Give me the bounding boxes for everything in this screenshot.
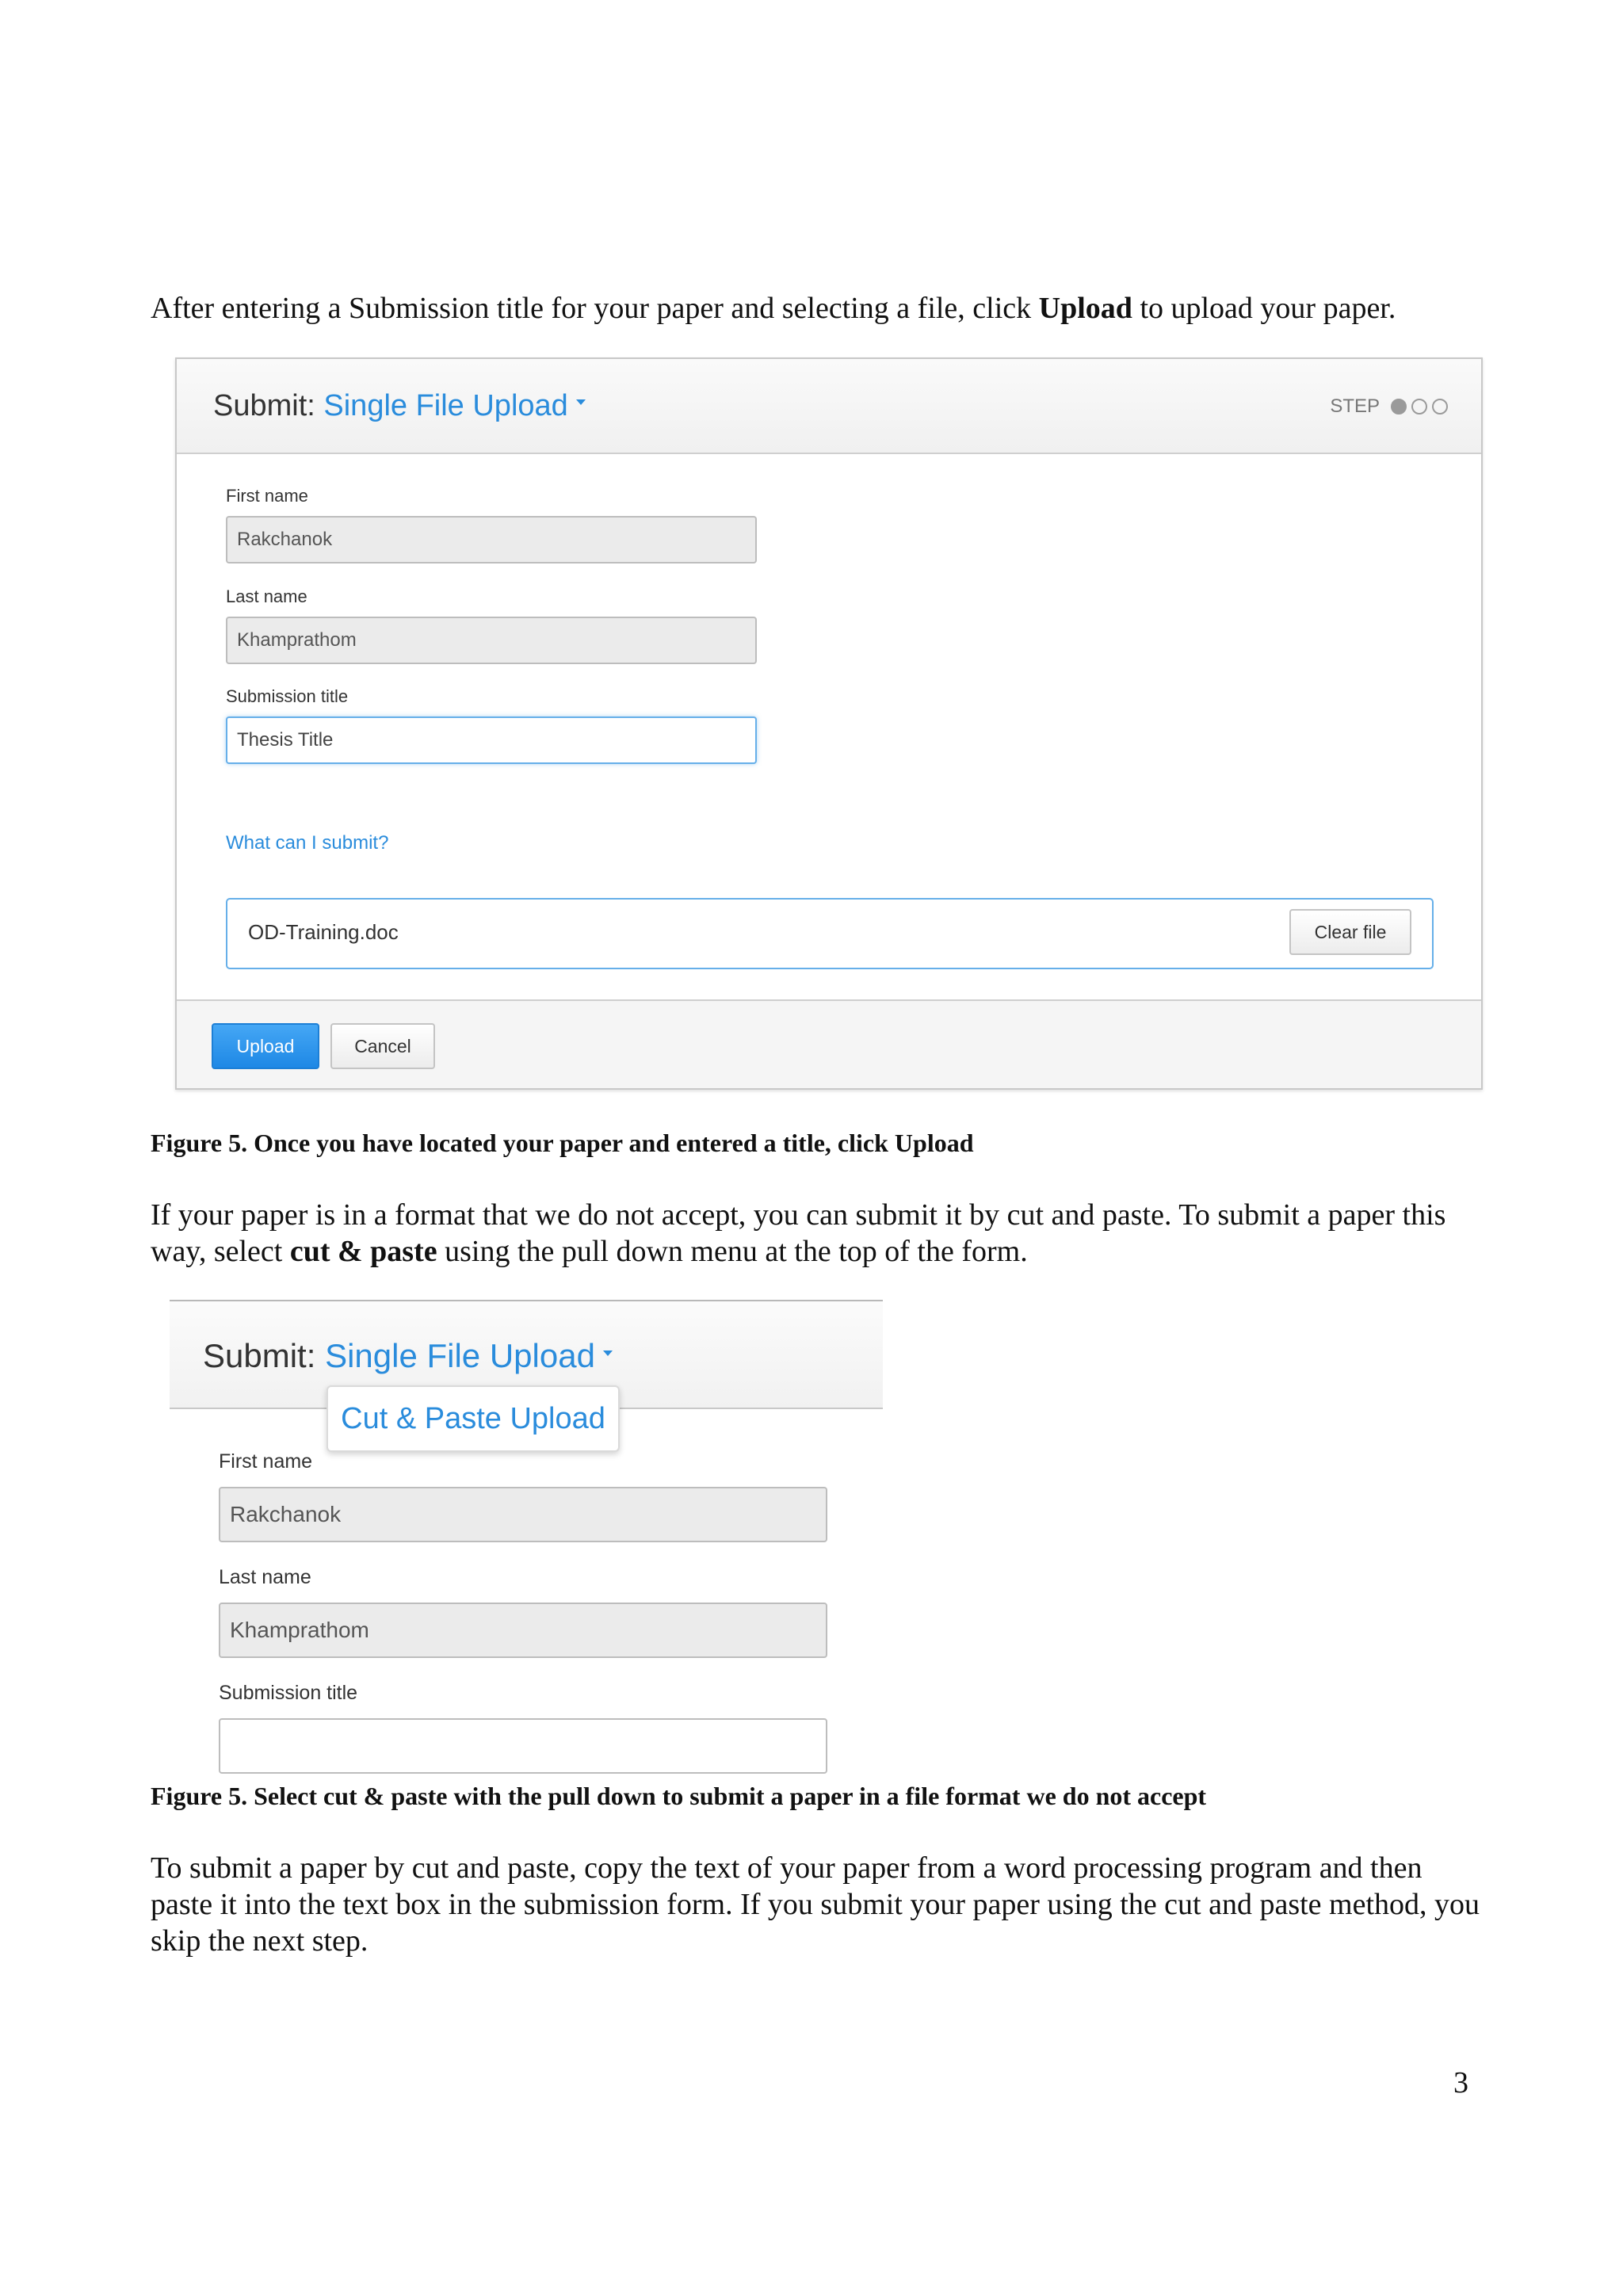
intro-paragraph [151,290,1482,327]
intro-bold-upload: Upload [1038,292,1132,325]
step-indicator [1330,395,1448,418]
form-title [213,389,586,423]
form-footer [177,999,1481,1088]
step-dot-1-icon [1391,399,1407,415]
dropdown-option-cut-paste-upload[interactable]: Cut & Paste Upload [327,1385,620,1452]
para2-bold-cut-paste: cut & paste [289,1235,437,1268]
page-number: 3 [1453,2066,1468,2099]
step-label: STEP [1330,395,1380,417]
intro-text-end: to upload your paper. [1132,292,1396,325]
first-name-field[interactable]: Rakchanok [226,516,757,563]
caret-down-icon[interactable] [576,399,586,405]
intro-text: After entering a Submission title for your paper and selecting a file, click [151,292,1039,325]
submission-title-field[interactable] [219,1718,827,1774]
upload-type-dropdown[interactable]: Single File Upload [323,389,568,422]
last-name-label: Last name [226,586,307,606]
clear-file-button[interactable]: Clear file [1289,909,1411,955]
figure-single-file-upload [175,357,1483,1090]
caret-down-icon[interactable] [603,1350,613,1356]
cut-paste-paragraph [151,1197,1482,1270]
submission-title-label: Submission title [219,1682,358,1704]
para2-text: If your paper is in a format that we do not accept, you can submit it by cut and paste. To submit a paper this way, select [151,1198,1446,1268]
last-name-field[interactable]: Khamprathom [226,617,757,664]
cut-paste-instructions-paragraph: To submit a paper by cut and paste, copy the text of your paper from a word processing program and then paste it into the text box in the submission form. If you submit your paper using the cut and paste method, you skip the next step. [151,1851,1480,1958]
figure-cut-paste-dropdown [170,1300,883,1775]
form-header [177,359,1481,454]
form-title-static: Submit: [213,389,324,422]
selected-file-name: OD-Training.doc [248,920,399,944]
step-dot-2-icon [1411,399,1427,415]
figure-caption-1: Figure 5. Once you have located your paper and entered a title, click Upload [151,1129,974,1157]
what-can-i-submit-link[interactable]: What can I submit? [226,832,389,854]
submission-title-field[interactable]: Thesis Title [226,716,757,764]
file-selector[interactable] [226,898,1434,969]
cancel-button[interactable]: Cancel [330,1023,435,1069]
first-name-label: First name [219,1450,313,1473]
form-title [203,1337,613,1375]
last-name-label: Last name [219,1566,311,1588]
para2-text-end: using the pull down menu at the top of the form. [437,1235,1028,1268]
figure-caption-2: Figure 5. Select cut & paste with the pull down to submit a paper in a file format we do not accept [151,1782,1207,1810]
upload-type-dropdown[interactable]: Single File Upload [325,1337,595,1374]
step-dot-3-icon [1432,399,1448,415]
first-name-label: First name [226,486,308,506]
submission-title-label: Submission title [226,686,349,706]
last-name-field[interactable]: Khamprathom [219,1603,827,1658]
upload-button[interactable]: Upload [212,1023,319,1069]
first-name-field[interactable]: Rakchanok [219,1487,827,1542]
form-title-static: Submit: [203,1337,326,1374]
